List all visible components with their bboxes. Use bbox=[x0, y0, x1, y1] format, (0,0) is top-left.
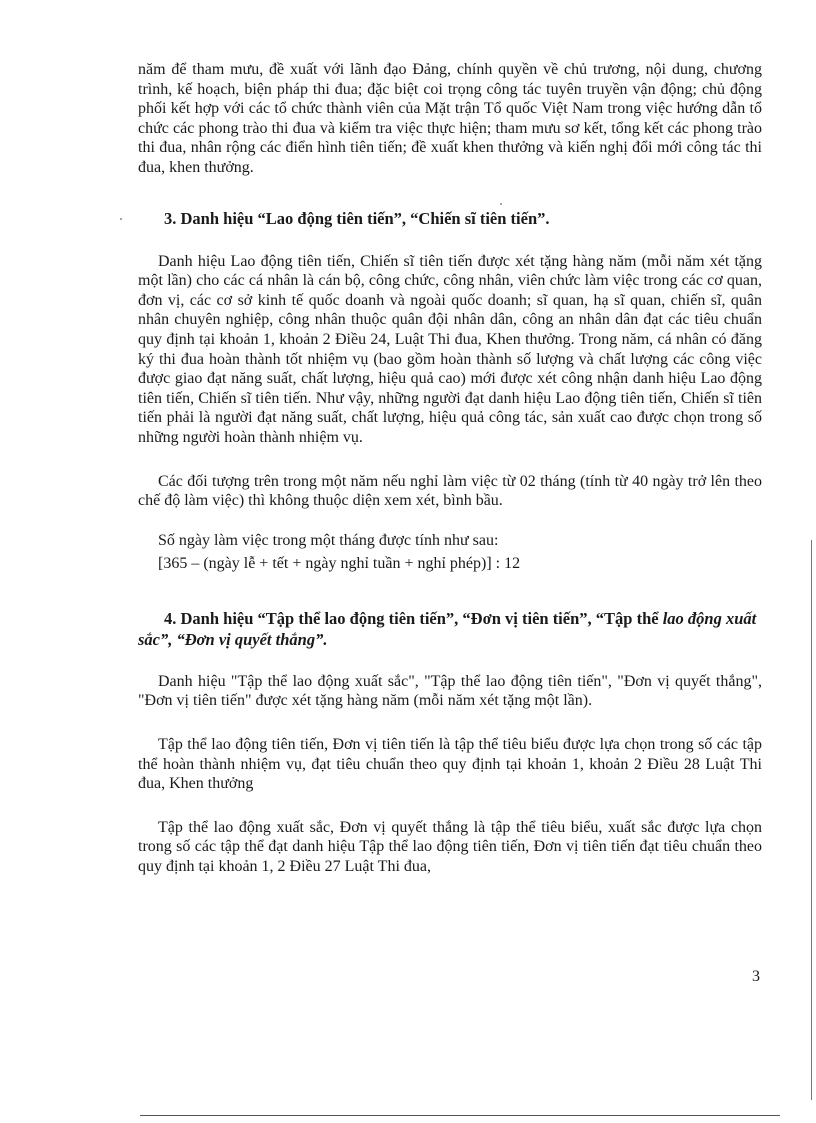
page-body bbox=[138, 60, 762, 877]
section-3-heading: 3. Danh hiệu “Lao động tiên tiến”, “Chiến sĩ tiên tiến”. bbox=[164, 208, 550, 228]
footer-rule bbox=[140, 1115, 780, 1116]
section-4-heading-line-1: 4. Danh hiệu “Tập thể lao động tiên tiến”, “Đơn vị tiên tiến”, “Tập thể bbox=[164, 608, 659, 628]
scan-speck bbox=[120, 218, 122, 220]
scan-speck bbox=[500, 203, 502, 205]
scan-edge-line bbox=[811, 540, 812, 1100]
section-4-paragraph-3: Tập thể lao động xuất sắc, Đơn vị quyết thắng là tập thể tiêu biểu, xuất sắc được lựa chọn trong số các tập thể đạt danh hiệu Tập thể lao động tiên tiến, Đơn vị tiên tiến đạt tiêu chuẩn theo quy định tại khoản 1, 2 Điều 27 Luật Thi đua, bbox=[138, 818, 762, 876]
working-days-formula: [365 – (ngày lễ + tết + ngày nghỉ tuần + nghỉ phép)] : 12 bbox=[158, 555, 521, 573]
section-3-paragraph-3: Số ngày làm việc trong một tháng được tính như sau: bbox=[158, 531, 499, 549]
section-4-heading-line-2: lao động xuất sắc”, “Đơn vị quyết thắng”. bbox=[138, 608, 757, 649]
page-number: 3 bbox=[752, 968, 760, 985]
paragraph-intro-continuation: năm để tham mưu, đề xuất với lãnh đạo Đảng, chính quyền về chủ trương, nội dung, chương trình, kế hoạch, biện pháp thi đua; đặc biệt coi trọng công tác tuyên truyền vận động; chủ động phối kết hợp với các tổ chức thành viên của Mặt trận Tổ quốc Việt Nam trong việc hướng dẫn tổ chức các phong trào thi đua và kiểm tra việc thực hiện; tham mưu sơ kết, tổng kết các phong trào thi đua, nhân rộng các điển hình tiên tiến; đề xuất khen thưởng và kiến nghị đổi mới công tác thi đua, khen thưởng. bbox=[138, 61, 762, 176]
section-3-paragraph-2: Các đối tượng trên trong một năm nếu nghỉ làm việc từ 02 tháng (tính từ 40 ngày trở lên theo chế độ làm việc) thì không thuộc diện xem xét, bình bầu. bbox=[138, 472, 762, 510]
section-3-paragraph-1: Danh hiệu Lao động tiên tiến, Chiến sĩ tiên tiến được xét tặng hàng năm (mỗi năm xét tặng một lần) cho các cá nhân là cán bộ, công chức, công nhân, viên chức làm việc trong các cơ quan, đơn vị, các cơ sở kinh tế quốc doanh và ngoài quốc doanh; sĩ quan, hạ sĩ quan, chiến sĩ, quân nhân chuyên nghiệp, công nhân thuộc quân đội nhân dân, công an nhân dân đạt các tiêu chuẩn quy định tại khoản 1, khoản 2 Điều 24, Luật Thi đua, Khen thưởng. Trong năm, cá nhân có đăng ký thi đua hoàn thành tốt nhiệm vụ (bao gồm hoàn thành số lượng và chất lượng các công việc được giao đạt năng suất, chất lượng, hiệu quả cao) mới được xét công nhận danh hiệu Lao động tiên tiến, Chiến sĩ tiên tiến. Như vậy, những người đạt danh hiệu Lao động tiên tiến, Chiến sĩ tiên tiến phải là người đạt năng suất, chất lượng, hiệu quả công tác, sản xuất cao được chọn trong số những người hoàn thành nhiệm vụ. bbox=[138, 252, 762, 446]
section-4-heading bbox=[138, 608, 762, 650]
section-4-paragraph-2: Tập thể lao động tiên tiến, Đơn vị tiên tiến là tập thể tiêu biểu được lựa chọn trong số các tập thể hoàn thành nhiệm vụ, đạt tiêu chuẩn theo quy định tại khoản 1, khoản 2 Điều 28 Luật Thi đua, Khen thưởng bbox=[138, 736, 762, 793]
section-4-paragraph-1: Danh hiệu "Tập thể lao động xuất sắc", "Tập thể lao động tiên tiến", "Đơn vị quyết thắng", "Đơn vị tiên tiến" được xét tặng hàng năm (mỗi năm xét tặng một lần). bbox=[138, 672, 762, 710]
